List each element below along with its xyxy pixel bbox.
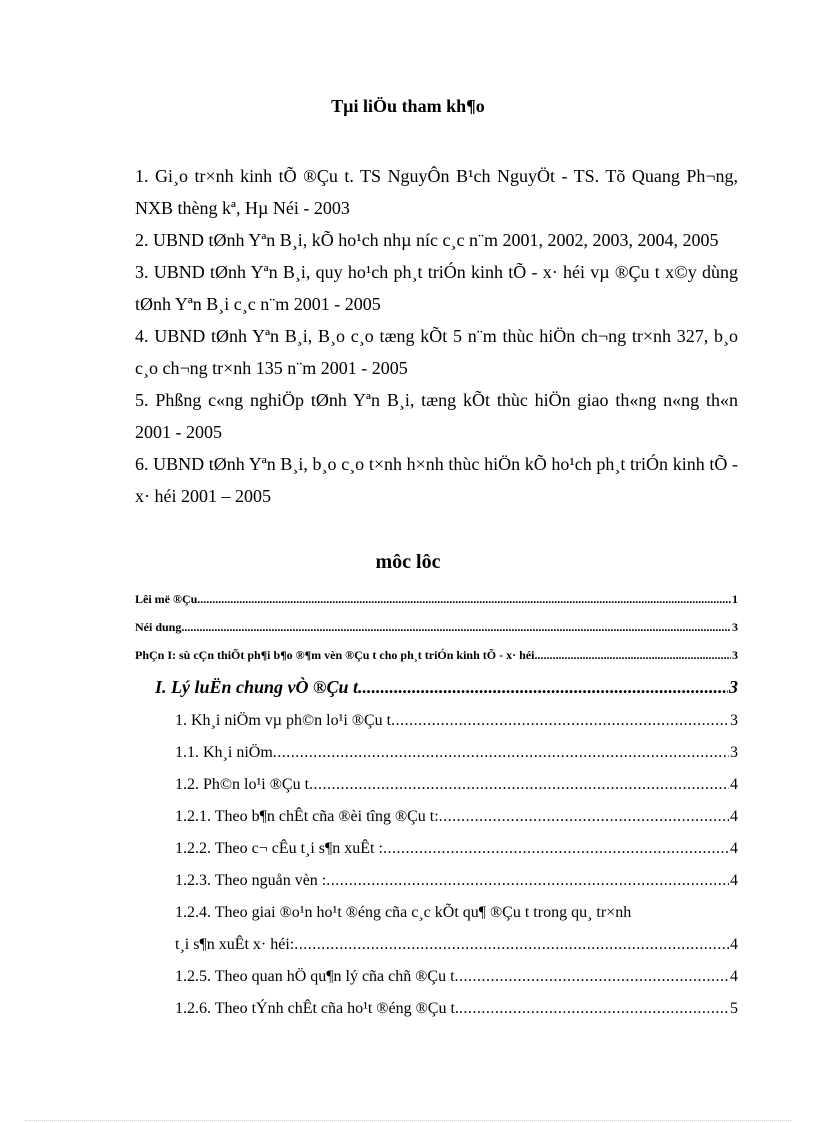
toc-entry-page: 3 bbox=[729, 677, 738, 697]
references-title: Tµi liÖu tham kh¶o bbox=[331, 96, 485, 116]
toc-entry-text: 1.2.1. Theo b¶n chÊt cña ®èi tîng ®Çu t: bbox=[175, 808, 439, 825]
toc-entry-text: t¸i s¶n xuÊt x· héi: bbox=[175, 936, 295, 953]
toc-leader bbox=[326, 865, 729, 897]
toc-leader bbox=[455, 961, 729, 993]
toc-title: môc lôc bbox=[375, 551, 441, 573]
toc-entry-page: 3 bbox=[730, 744, 738, 761]
toc-entry-page: 3 bbox=[732, 620, 738, 634]
toc-entry-text: 1.2.2. Theo c¬ cÊu t¸i s¶n xuÊt : bbox=[175, 840, 383, 857]
toc-entry-text: 1.2. Ph©n lo¹i ®Çu t bbox=[175, 776, 310, 793]
toc-entry-text: 1.2.6. Theo tÝnh chÊt cña ho¹t ®éng ®Çu t. bbox=[175, 1000, 459, 1017]
toc-entry-page: 1 bbox=[732, 592, 738, 606]
toc-entry bbox=[175, 961, 738, 993]
toc-leader bbox=[459, 993, 729, 1025]
toc-entry bbox=[175, 833, 738, 865]
references-list bbox=[135, 160, 738, 512]
toc-leader bbox=[181, 613, 731, 641]
toc-entry-page: 4 bbox=[730, 776, 738, 793]
toc-entry-text: 1.2.4. Theo giai ®o¹n ho¹t ®éng cña c¸c kÕt qu¶ ®Çu t trong qu¸ tr×nh bbox=[175, 904, 632, 921]
toc-entry bbox=[175, 705, 738, 737]
toc-leader bbox=[383, 833, 729, 865]
toc-leader bbox=[197, 585, 731, 613]
toc-entry bbox=[155, 669, 738, 705]
toc-entry-text: 1.1. Kh¸i niÖm bbox=[175, 744, 273, 761]
toc-entry-page: 4 bbox=[730, 840, 738, 857]
toc-entry bbox=[175, 801, 738, 833]
reference-item: 6. UBND tØnh Yªn B¸i, b¸o c¸o t×nh h×nh thùc hiÖn kÕ ho¹ch ph¸t triÓn kinh tÕ - x· héi 2001 – 2005 bbox=[135, 454, 738, 506]
toc-entry-page: 5 bbox=[730, 1000, 738, 1017]
toc-leader bbox=[294, 929, 729, 961]
toc-entry-text: 1. Kh¸i niÖm vµ ph©n lo¹i ®Çu t bbox=[175, 712, 392, 729]
toc-entry-page: 4 bbox=[730, 968, 738, 985]
page-bottom-divider bbox=[25, 1120, 791, 1121]
toc-leader bbox=[358, 669, 728, 705]
toc-leader bbox=[309, 769, 729, 801]
toc-leader bbox=[273, 737, 729, 769]
toc-entry bbox=[175, 865, 738, 897]
toc-leader bbox=[391, 705, 729, 737]
toc-leader bbox=[534, 641, 731, 669]
reference-item: 4. UBND tØnh Yªn B¸i, B¸o c¸o tæng kÕt 5 n¨m thùc hiÖn ch¬ng tr×nh 327, b¸o c¸o ch¬ng tr×nh 135 n¨m 2001 - 2005 bbox=[135, 326, 738, 378]
toc-entry bbox=[175, 897, 738, 929]
toc-leader bbox=[439, 801, 729, 833]
reference-item: 5. Phßng c«ng nghiÖp tØnh Yªn B¸i, tæng kÕt thùc hiÖn giao th«ng n«ng th«n 2001 - 2005 bbox=[135, 390, 738, 442]
toc-entry-text: 1.2.3. Theo nguån vèn : bbox=[175, 872, 327, 889]
reference-item: 3. UBND tØnh Yªn B¸i, quy ho¹ch ph¸t triÓn kinh tÕ - x· héi vµ ®Çu t x©y dùng tØnh Yªn B¸i c¸c n¨m 2001 - 2005 bbox=[135, 262, 738, 314]
toc-entry-text: I. Lý luËn chung vÒ ®Çu t bbox=[155, 677, 358, 697]
toc-entry bbox=[135, 585, 738, 613]
toc-entry-page: 3 bbox=[730, 712, 738, 729]
toc-entry-page: 4 bbox=[730, 872, 738, 889]
toc-entry-text: Lêi më ®Çu bbox=[135, 592, 198, 606]
reference-item: 1. Gi¸o tr×nh kinh tÕ ®Çu t. TS NguyÔn B¹ch NguyÖt - TS. Tõ Quang Ph¬ng, NXB thèng kª, Hµ Néi - 2003 bbox=[135, 166, 738, 218]
toc-entry bbox=[175, 993, 738, 1025]
toc-entry-text: Néi dung bbox=[135, 620, 182, 634]
table-of-contents bbox=[135, 585, 738, 1025]
toc-entry-page: 4 bbox=[730, 936, 738, 953]
toc-entry bbox=[175, 929, 738, 961]
toc-entry bbox=[135, 641, 738, 669]
toc-entry bbox=[175, 737, 738, 769]
toc-entry-page: 4 bbox=[730, 808, 738, 825]
toc-entry bbox=[175, 769, 738, 801]
toc-entry-text: 1.2.5. Theo quan hÖ qu¶n lý cña chñ ®Çu t bbox=[175, 968, 455, 985]
toc-entry-page: 3 bbox=[732, 648, 738, 662]
reference-item: 2. UBND tØnh Yªn B¸i, kÕ ho¹ch nhµ níc c¸c n¨m 2001, 2002, 2003, 2004, 2005 bbox=[135, 230, 719, 250]
toc-entry bbox=[135, 613, 738, 641]
toc-entry-text: PhÇn I: sù cÇn thiÕt ph¶i b¶o ®¶m vèn ®Çu t cho ph¸t triÓn kinh tÕ - x· héi bbox=[135, 648, 535, 662]
